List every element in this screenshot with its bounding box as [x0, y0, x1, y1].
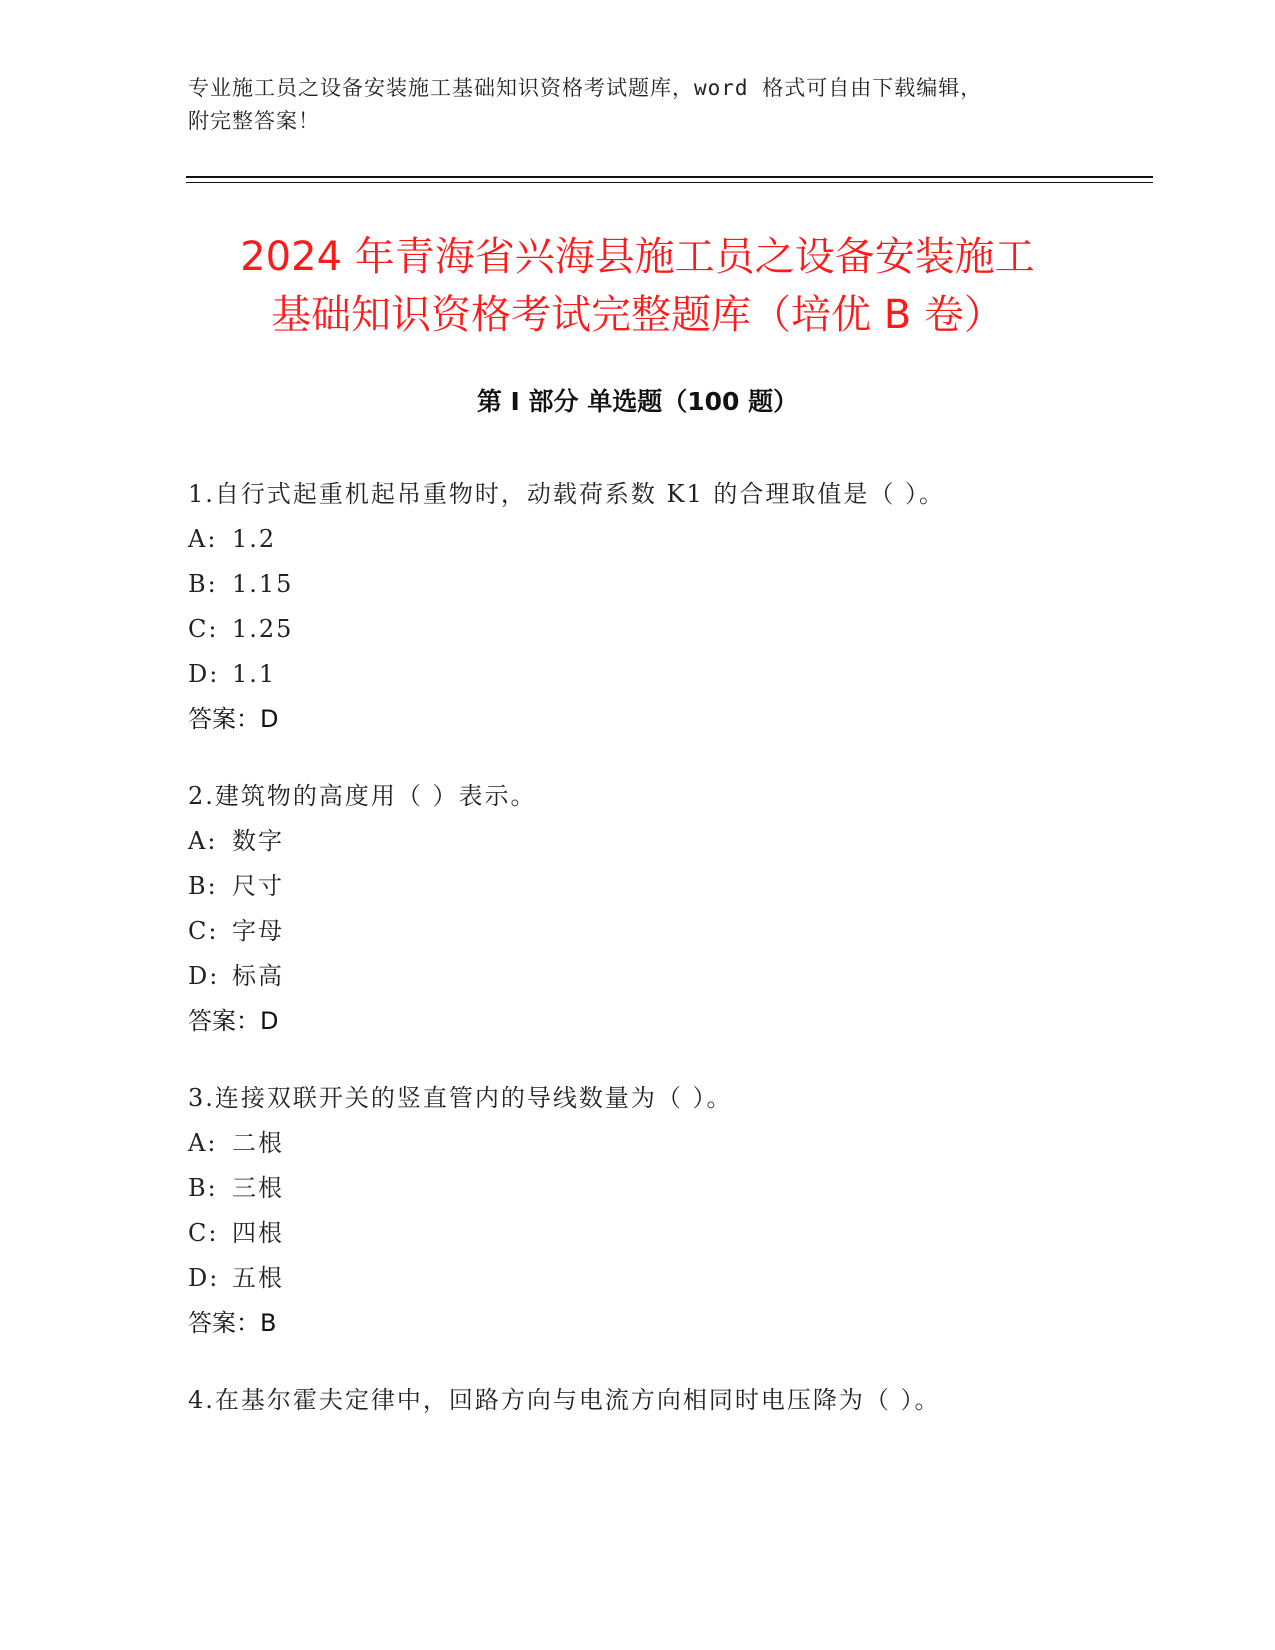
answer-option: [188, 1121, 1148, 1166]
option-key: D:: [188, 1264, 220, 1292]
answer-option: [188, 607, 1148, 652]
answer-option: [188, 517, 1148, 562]
option-key: A:: [188, 525, 218, 553]
answer-option: [188, 1211, 1148, 1256]
document-title-line-1: 2024 年青海省兴海县施工员之设备安装施工: [240, 234, 1035, 280]
answer-value: B: [260, 1309, 277, 1337]
answer-option: [188, 864, 1148, 909]
question-stem: 2.建筑物的高度用（ ）表示。: [188, 782, 537, 810]
answer-option: [188, 819, 1148, 864]
option-text: 1.25: [232, 615, 294, 643]
answer-value: D: [260, 1007, 279, 1035]
answer-prefix: 答案：: [188, 705, 260, 733]
answer-prefix: 答案：: [188, 1007, 260, 1035]
question-item: [188, 1076, 1148, 1346]
answer-option: [188, 954, 1148, 999]
answer-option: [188, 562, 1148, 607]
option-text: 数字: [232, 827, 284, 855]
question-stem: 3.连接双联开关的竖直管内的导线数量为（ ）。: [188, 1084, 733, 1112]
question-stem: 4.在基尔霍夫定律中，回路方向与电流方向相同时电压降为（ ）。: [188, 1386, 941, 1414]
option-key: B:: [188, 1174, 218, 1202]
header-divider-thick: [186, 176, 1153, 178]
question-item: [188, 472, 1148, 742]
option-text: 1.1: [232, 660, 277, 688]
question-item: [188, 774, 1148, 1044]
option-key: B:: [188, 872, 218, 900]
option-key: C:: [188, 1219, 219, 1247]
document-title: [180, 228, 1095, 344]
header-note: [188, 72, 1088, 138]
answer-value: D: [260, 705, 279, 733]
section-heading: 第 I 部分 单选题（100 题）: [476, 387, 799, 416]
answer-option: [188, 652, 1148, 697]
option-text: 四根: [232, 1219, 284, 1247]
option-text: 1.15: [232, 570, 294, 598]
option-text: 三根: [232, 1174, 284, 1202]
option-text: 二根: [232, 1129, 284, 1157]
option-text: 标高: [232, 962, 284, 990]
option-text: 字母: [232, 917, 284, 945]
option-key: C:: [188, 917, 219, 945]
question-stem: 1.自行式起重机起吊重物时，动载荷系数 K1 的合理取值是（ ）。: [188, 480, 945, 508]
header-note-line-1: 专业施工员之设备安装施工基础知识资格考试题库，word 格式可自由下载编辑，: [188, 76, 983, 100]
answer-line: [188, 999, 1148, 1044]
answer-prefix: 答案：: [188, 1309, 260, 1337]
answer-option: [188, 1166, 1148, 1211]
option-text: 尺寸: [232, 872, 284, 900]
answer-line: [188, 697, 1148, 742]
option-key: D:: [188, 660, 220, 688]
option-text: 1.2: [232, 525, 277, 553]
header-note-line-2: 附完整答案！: [188, 109, 320, 133]
option-text: 五根: [232, 1264, 284, 1292]
answer-line: [188, 1301, 1148, 1346]
option-key: C:: [188, 615, 219, 643]
answer-option: [188, 909, 1148, 954]
question-list: [188, 472, 1148, 1455]
option-key: A:: [188, 827, 218, 855]
header-divider-thin: [186, 182, 1153, 183]
question-item: [188, 1378, 1148, 1423]
option-key: A:: [188, 1129, 218, 1157]
answer-option: [188, 1256, 1148, 1301]
option-key: B:: [188, 570, 218, 598]
option-key: D:: [188, 962, 220, 990]
document-title-line-2: 基础知识资格考试完整题库（培优 B 卷）: [271, 292, 1004, 338]
